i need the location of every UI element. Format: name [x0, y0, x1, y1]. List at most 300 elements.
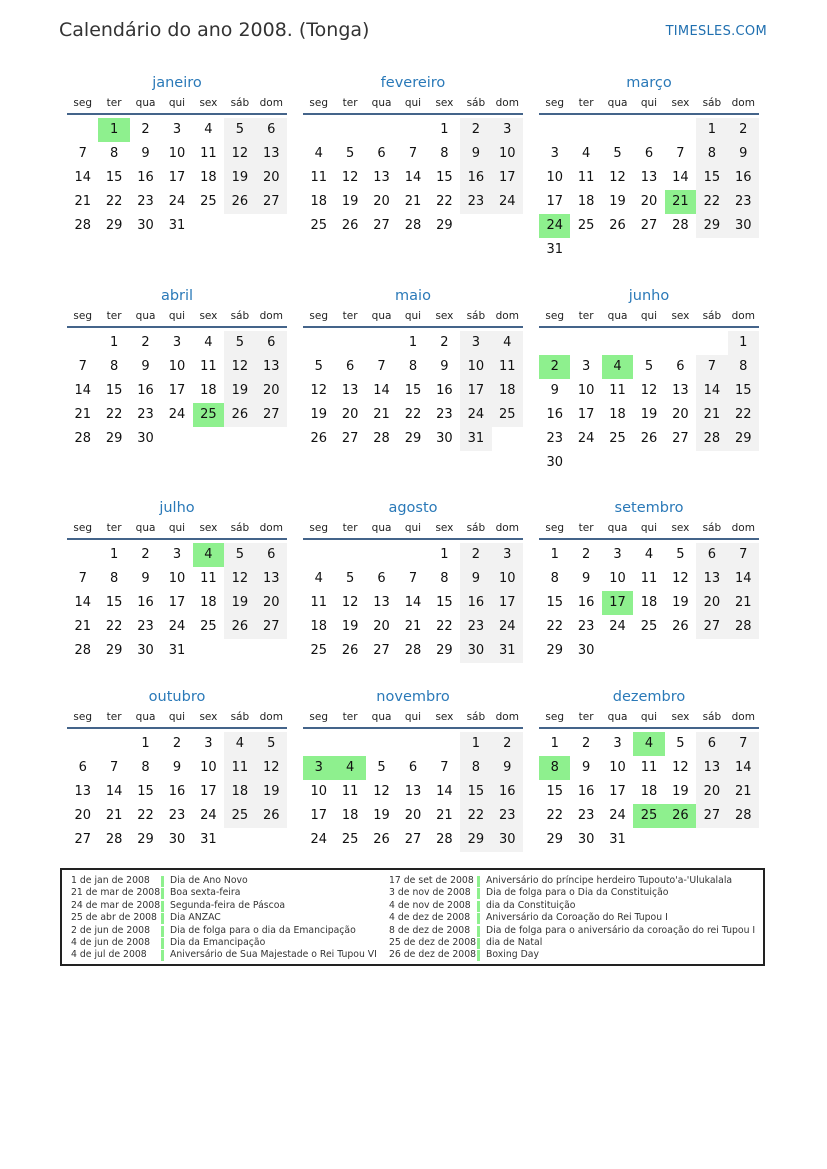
day-cell[interactable]: 20: [341, 407, 359, 422]
day-cell[interactable]: 6: [256, 331, 287, 355]
day-cell[interactable]: 21: [105, 808, 123, 823]
day-cell[interactable]: 29: [436, 218, 453, 233]
day-cell[interactable]: 10: [168, 571, 186, 586]
day-cell[interactable]: 11: [640, 571, 658, 586]
day-cell[interactable]: 6: [256, 543, 287, 567]
day-cell[interactable]: 8: [141, 760, 150, 775]
day-cell[interactable]: 13: [256, 355, 287, 379]
day-cell[interactable]: 14: [436, 784, 453, 799]
day-cell[interactable]: 10: [168, 146, 186, 161]
day-cell[interactable]: 15: [728, 379, 759, 403]
day-cell[interactable]: 30: [577, 832, 595, 847]
day-cell[interactable]: 5: [676, 736, 685, 751]
day-cell[interactable]: 15: [105, 383, 123, 398]
day-cell[interactable]: 26: [310, 431, 327, 446]
day-cell[interactable]: 3: [172, 122, 182, 137]
day-cell[interactable]: 14: [373, 383, 390, 398]
day-cell[interactable]: 4: [204, 122, 213, 137]
day-cell[interactable]: 13: [672, 383, 689, 398]
day-cell[interactable]: 17: [168, 595, 186, 610]
day-cell[interactable]: 7: [78, 146, 87, 161]
day-cell[interactable]: 20: [640, 194, 658, 209]
day-cell[interactable]: 23: [492, 804, 523, 828]
day-cell[interactable]: 19: [672, 784, 689, 799]
day-cell[interactable]: 20: [256, 166, 287, 190]
day-cell[interactable]: 24: [609, 808, 626, 823]
day-cell[interactable]: 16: [137, 170, 154, 185]
day-cell[interactable]: 6: [676, 359, 685, 374]
day-cell[interactable]: 14: [404, 170, 422, 185]
holiday-day-cell[interactable]: 8: [539, 756, 570, 780]
day-cell[interactable]: 28: [74, 218, 91, 233]
day-cell[interactable]: 12: [224, 355, 255, 379]
day-cell[interactable]: 25: [200, 194, 217, 209]
day-cell[interactable]: 13: [696, 756, 727, 780]
holiday-day-cell[interactable]: 17: [602, 591, 633, 615]
day-cell[interactable]: 6: [377, 571, 386, 586]
day-cell[interactable]: 9: [460, 567, 491, 591]
day-cell[interactable]: 27: [74, 832, 91, 847]
day-cell[interactable]: 31: [460, 427, 491, 451]
day-cell[interactable]: 14: [74, 383, 91, 398]
day-cell[interactable]: 23: [137, 194, 154, 209]
day-cell[interactable]: 19: [373, 808, 390, 823]
day-cell[interactable]: 25: [310, 643, 327, 658]
day-cell[interactable]: 16: [460, 591, 491, 615]
day-cell[interactable]: 29: [436, 643, 453, 658]
day-cell[interactable]: 26: [672, 619, 689, 634]
day-cell[interactable]: 21: [728, 780, 759, 804]
day-cell[interactable]: 28: [672, 218, 689, 233]
day-cell[interactable]: 8: [109, 571, 119, 586]
day-cell[interactable]: 5: [224, 331, 255, 355]
day-cell[interactable]: 28: [696, 427, 727, 451]
day-cell[interactable]: 27: [256, 190, 287, 214]
day-cell[interactable]: 24: [168, 194, 186, 209]
day-cell[interactable]: 21: [404, 194, 422, 209]
day-cell[interactable]: 11: [310, 595, 327, 610]
day-cell[interactable]: 16: [137, 595, 154, 610]
day-cell[interactable]: 15: [436, 595, 453, 610]
day-cell[interactable]: 25: [200, 619, 217, 634]
day-cell[interactable]: 11: [640, 760, 658, 775]
day-cell[interactable]: 12: [373, 784, 390, 799]
day-cell[interactable]: 14: [696, 379, 727, 403]
day-cell[interactable]: 14: [74, 170, 91, 185]
day-cell[interactable]: 17: [577, 407, 595, 422]
day-cell[interactable]: 26: [341, 643, 359, 658]
day-cell[interactable]: 15: [105, 595, 123, 610]
day-cell[interactable]: 5: [377, 760, 386, 775]
day-cell[interactable]: 24: [577, 431, 595, 446]
day-cell[interactable]: 26: [224, 403, 255, 427]
day-cell[interactable]: 15: [404, 383, 422, 398]
day-cell[interactable]: 5: [345, 146, 355, 161]
holiday-day-cell[interactable]: 25: [633, 804, 664, 828]
day-cell[interactable]: 7: [408, 571, 418, 586]
day-cell[interactable]: 21: [74, 194, 91, 209]
day-cell[interactable]: 28: [373, 431, 390, 446]
day-cell[interactable]: 17: [460, 379, 491, 403]
day-cell[interactable]: 12: [256, 756, 287, 780]
day-cell[interactable]: 26: [224, 615, 255, 639]
day-cell[interactable]: 7: [78, 359, 87, 374]
day-cell[interactable]: 10: [460, 355, 491, 379]
day-cell[interactable]: 27: [373, 218, 390, 233]
day-cell[interactable]: 1: [109, 335, 119, 350]
day-cell[interactable]: 26: [640, 431, 658, 446]
day-cell[interactable]: 26: [609, 218, 626, 233]
day-cell[interactable]: 1: [141, 736, 150, 751]
day-cell[interactable]: 31: [168, 218, 186, 233]
day-cell[interactable]: 29: [728, 427, 759, 451]
day-cell[interactable]: 6: [644, 146, 654, 161]
day-cell[interactable]: 14: [728, 756, 759, 780]
holiday-day-cell[interactable]: 4: [193, 543, 224, 567]
day-cell[interactable]: 20: [696, 591, 727, 615]
day-cell[interactable]: 10: [546, 170, 563, 185]
day-cell[interactable]: 30: [577, 643, 595, 658]
day-cell[interactable]: 29: [105, 643, 123, 658]
day-cell[interactable]: 27: [696, 804, 727, 828]
day-cell[interactable]: 22: [436, 194, 453, 209]
holiday-day-cell[interactable]: 24: [539, 214, 570, 238]
day-cell[interactable]: 12: [341, 595, 359, 610]
day-cell[interactable]: 14: [728, 567, 759, 591]
day-cell[interactable]: 21: [74, 407, 91, 422]
day-cell[interactable]: 17: [546, 194, 563, 209]
day-cell[interactable]: 14: [105, 784, 123, 799]
day-cell[interactable]: 8: [109, 146, 119, 161]
day-cell[interactable]: 16: [492, 780, 523, 804]
day-cell[interactable]: 20: [672, 407, 689, 422]
day-cell[interactable]: 25: [341, 832, 359, 847]
day-cell[interactable]: 30: [492, 828, 523, 852]
day-cell[interactable]: 18: [640, 784, 658, 799]
day-cell[interactable]: 14: [74, 595, 91, 610]
holiday-day-cell[interactable]: 4: [633, 732, 664, 756]
day-cell[interactable]: 3: [492, 543, 523, 567]
day-cell[interactable]: 30: [436, 431, 453, 446]
day-cell[interactable]: 11: [310, 170, 327, 185]
day-cell[interactable]: 15: [546, 784, 563, 799]
day-cell[interactable]: 10: [577, 383, 595, 398]
day-cell[interactable]: 20: [696, 780, 727, 804]
day-cell[interactable]: 2: [728, 118, 759, 142]
day-cell[interactable]: 24: [492, 615, 523, 639]
day-cell[interactable]: 31: [609, 832, 626, 847]
day-cell[interactable]: 28: [74, 431, 91, 446]
day-cell[interactable]: 13: [696, 567, 727, 591]
day-cell[interactable]: 9: [141, 146, 150, 161]
day-cell[interactable]: 28: [436, 832, 453, 847]
day-cell[interactable]: 20: [256, 379, 287, 403]
day-cell[interactable]: 31: [200, 832, 217, 847]
day-cell[interactable]: 23: [460, 190, 491, 214]
day-cell[interactable]: 2: [581, 736, 591, 751]
day-cell[interactable]: 20: [373, 619, 390, 634]
day-cell[interactable]: 8: [109, 359, 119, 374]
day-cell[interactable]: 11: [609, 383, 626, 398]
day-cell[interactable]: 4: [204, 335, 213, 350]
day-cell[interactable]: 23: [728, 190, 759, 214]
day-cell[interactable]: 8: [460, 756, 491, 780]
day-cell[interactable]: 17: [200, 784, 217, 799]
day-cell[interactable]: 4: [492, 331, 523, 355]
day-cell[interactable]: 31: [168, 643, 186, 658]
day-cell[interactable]: 11: [577, 170, 595, 185]
day-cell[interactable]: 12: [341, 170, 359, 185]
day-cell[interactable]: 21: [74, 619, 91, 634]
day-cell[interactable]: 2: [440, 335, 449, 350]
day-cell[interactable]: 9: [581, 571, 591, 586]
day-cell[interactable]: 10: [310, 784, 327, 799]
day-cell[interactable]: 13: [256, 142, 287, 166]
day-cell[interactable]: 19: [640, 407, 658, 422]
day-cell[interactable]: 5: [224, 543, 255, 567]
day-cell[interactable]: 1: [728, 331, 759, 355]
day-cell[interactable]: 7: [408, 146, 418, 161]
day-cell[interactable]: 27: [341, 431, 359, 446]
day-cell[interactable]: 6: [377, 146, 386, 161]
day-cell[interactable]: 7: [728, 732, 759, 756]
day-cell[interactable]: 28: [74, 643, 91, 658]
day-cell[interactable]: 18: [224, 780, 255, 804]
day-cell[interactable]: 25: [492, 403, 523, 427]
day-cell[interactable]: 22: [436, 619, 453, 634]
day-cell[interactable]: 8: [550, 571, 559, 586]
day-cell[interactable]: 10: [200, 760, 217, 775]
holiday-day-cell[interactable]: 2: [539, 355, 570, 379]
day-cell[interactable]: 26: [256, 804, 287, 828]
day-cell[interactable]: 22: [137, 808, 154, 823]
day-cell[interactable]: 12: [224, 142, 255, 166]
day-cell[interactable]: 3: [172, 547, 182, 562]
holiday-day-cell[interactable]: 21: [665, 190, 696, 214]
day-cell[interactable]: 20: [373, 194, 390, 209]
day-cell[interactable]: 6: [408, 760, 418, 775]
day-cell[interactable]: 27: [256, 403, 287, 427]
day-cell[interactable]: 11: [224, 756, 255, 780]
day-cell[interactable]: 1: [408, 335, 418, 350]
day-cell[interactable]: 2: [141, 335, 150, 350]
day-cell[interactable]: 4: [314, 146, 323, 161]
brand-logo[interactable]: TIMESLES.COM: [665, 24, 767, 39]
day-cell[interactable]: 23: [546, 431, 563, 446]
day-cell[interactable]: 23: [137, 619, 154, 634]
holiday-day-cell[interactable]: 4: [602, 355, 633, 379]
holiday-day-cell[interactable]: 26: [665, 804, 696, 828]
day-cell[interactable]: 18: [200, 595, 217, 610]
day-cell[interactable]: 24: [168, 407, 186, 422]
day-cell[interactable]: 23: [460, 615, 491, 639]
day-cell[interactable]: 16: [728, 166, 759, 190]
day-cell[interactable]: 30: [728, 214, 759, 238]
day-cell[interactable]: 7: [377, 359, 386, 374]
day-cell[interactable]: 21: [728, 591, 759, 615]
day-cell[interactable]: 29: [404, 431, 422, 446]
day-cell[interactable]: 18: [341, 808, 359, 823]
day-cell[interactable]: 8: [408, 359, 418, 374]
day-cell[interactable]: 25: [640, 619, 658, 634]
day-cell[interactable]: 13: [404, 784, 422, 799]
day-cell[interactable]: 18: [310, 619, 327, 634]
day-cell[interactable]: 8: [728, 355, 759, 379]
day-cell[interactable]: 21: [404, 619, 422, 634]
day-cell[interactable]: 3: [492, 118, 523, 142]
day-cell[interactable]: 17: [609, 784, 626, 799]
day-cell[interactable]: 14: [672, 170, 689, 185]
day-cell[interactable]: 9: [440, 359, 449, 374]
day-cell[interactable]: 15: [460, 780, 491, 804]
day-cell[interactable]: 10: [609, 760, 626, 775]
day-cell[interactable]: 15: [696, 166, 727, 190]
day-cell[interactable]: 9: [581, 760, 591, 775]
day-cell[interactable]: 7: [696, 355, 727, 379]
day-cell[interactable]: 19: [672, 595, 689, 610]
day-cell[interactable]: 2: [172, 736, 182, 751]
day-cell[interactable]: 27: [640, 218, 658, 233]
day-cell[interactable]: 8: [440, 571, 449, 586]
day-cell[interactable]: 24: [310, 832, 327, 847]
day-cell[interactable]: 11: [200, 359, 217, 374]
day-cell[interactable]: 11: [200, 571, 217, 586]
day-cell[interactable]: 22: [404, 407, 422, 422]
day-cell[interactable]: 19: [609, 194, 626, 209]
day-cell[interactable]: 4: [644, 547, 654, 562]
day-cell[interactable]: 17: [492, 591, 523, 615]
day-cell[interactable]: 23: [137, 407, 154, 422]
day-cell[interactable]: 28: [728, 615, 759, 639]
day-cell[interactable]: 23: [577, 619, 595, 634]
day-cell[interactable]: 13: [640, 170, 658, 185]
day-cell[interactable]: 22: [728, 403, 759, 427]
day-cell[interactable]: 4: [314, 571, 323, 586]
day-cell[interactable]: 17: [310, 808, 327, 823]
day-cell[interactable]: 15: [546, 595, 563, 610]
day-cell[interactable]: 8: [696, 142, 727, 166]
day-cell[interactable]: 31: [546, 242, 563, 257]
day-cell[interactable]: 16: [460, 166, 491, 190]
holiday-day-cell[interactable]: 4: [334, 756, 365, 780]
day-cell[interactable]: 7: [109, 760, 119, 775]
day-cell[interactable]: 1: [440, 547, 449, 562]
day-cell[interactable]: 24: [609, 619, 626, 634]
day-cell[interactable]: 9: [141, 571, 150, 586]
day-cell[interactable]: 19: [256, 780, 287, 804]
day-cell[interactable]: 22: [105, 407, 123, 422]
day-cell[interactable]: 9: [492, 756, 523, 780]
day-cell[interactable]: 20: [404, 808, 422, 823]
day-cell[interactable]: 16: [168, 784, 186, 799]
holiday-day-cell[interactable]: 3: [303, 756, 334, 780]
day-cell[interactable]: 1: [550, 547, 559, 562]
day-cell[interactable]: 19: [224, 379, 255, 403]
day-cell[interactable]: 19: [341, 194, 359, 209]
day-cell[interactable]: 25: [310, 218, 327, 233]
day-cell[interactable]: 27: [256, 615, 287, 639]
day-cell[interactable]: 29: [137, 832, 154, 847]
day-cell[interactable]: 2: [141, 122, 150, 137]
day-cell[interactable]: 29: [546, 832, 563, 847]
day-cell[interactable]: 2: [141, 547, 150, 562]
day-cell[interactable]: 18: [640, 595, 658, 610]
day-cell[interactable]: 30: [546, 455, 563, 470]
day-cell[interactable]: 2: [460, 543, 491, 567]
day-cell[interactable]: 3: [581, 359, 591, 374]
day-cell[interactable]: 30: [137, 643, 154, 658]
day-cell[interactable]: 29: [696, 214, 727, 238]
day-cell[interactable]: 3: [460, 331, 491, 355]
day-cell[interactable]: 2: [492, 732, 523, 756]
day-cell[interactable]: 25: [224, 804, 255, 828]
day-cell[interactable]: 26: [341, 218, 359, 233]
day-cell[interactable]: 13: [373, 170, 390, 185]
day-cell[interactable]: 6: [78, 760, 87, 775]
day-cell[interactable]: 29: [546, 643, 563, 658]
day-cell[interactable]: 6: [345, 359, 355, 374]
day-cell[interactable]: 3: [550, 146, 559, 161]
day-cell[interactable]: 30: [137, 431, 154, 446]
day-cell[interactable]: 1: [440, 122, 449, 137]
day-cell[interactable]: 25: [577, 218, 595, 233]
day-cell[interactable]: 24: [460, 403, 491, 427]
day-cell[interactable]: 9: [172, 760, 182, 775]
day-cell[interactable]: 16: [436, 383, 453, 398]
day-cell[interactable]: 19: [310, 407, 327, 422]
day-cell[interactable]: 23: [168, 808, 186, 823]
day-cell[interactable]: 6: [696, 543, 727, 567]
day-cell[interactable]: 12: [224, 567, 255, 591]
day-cell[interactable]: 15: [105, 170, 123, 185]
day-cell[interactable]: 3: [613, 736, 622, 751]
day-cell[interactable]: 3: [204, 736, 213, 751]
day-cell[interactable]: 28: [105, 832, 123, 847]
day-cell[interactable]: 7: [78, 571, 87, 586]
day-cell[interactable]: 11: [200, 146, 217, 161]
day-cell[interactable]: 12: [310, 383, 327, 398]
day-cell[interactable]: 18: [609, 407, 626, 422]
day-cell[interactable]: 5: [644, 359, 654, 374]
day-cell[interactable]: 18: [200, 383, 217, 398]
day-cell[interactable]: 5: [613, 146, 622, 161]
day-cell[interactable]: 22: [546, 619, 563, 634]
day-cell[interactable]: 30: [137, 218, 154, 233]
day-cell[interactable]: 18: [492, 379, 523, 403]
day-cell[interactable]: 22: [546, 808, 563, 823]
day-cell[interactable]: 9: [460, 142, 491, 166]
day-cell[interactable]: 2: [460, 118, 491, 142]
day-cell[interactable]: 12: [640, 383, 658, 398]
day-cell[interactable]: 22: [105, 619, 123, 634]
day-cell[interactable]: 21: [696, 403, 727, 427]
day-cell[interactable]: 13: [74, 784, 91, 799]
day-cell[interactable]: 23: [436, 407, 453, 422]
day-cell[interactable]: 17: [492, 166, 523, 190]
day-cell[interactable]: 7: [728, 543, 759, 567]
day-cell[interactable]: 29: [460, 828, 491, 852]
day-cell[interactable]: 9: [550, 383, 559, 398]
day-cell[interactable]: 22: [105, 194, 123, 209]
day-cell[interactable]: 24: [168, 619, 186, 634]
day-cell[interactable]: 12: [672, 571, 689, 586]
day-cell[interactable]: 5: [345, 571, 355, 586]
day-cell[interactable]: 5: [256, 732, 287, 756]
day-cell[interactable]: 1: [460, 732, 491, 756]
day-cell[interactable]: 22: [460, 804, 491, 828]
day-cell[interactable]: 28: [404, 218, 422, 233]
day-cell[interactable]: 13: [341, 383, 359, 398]
